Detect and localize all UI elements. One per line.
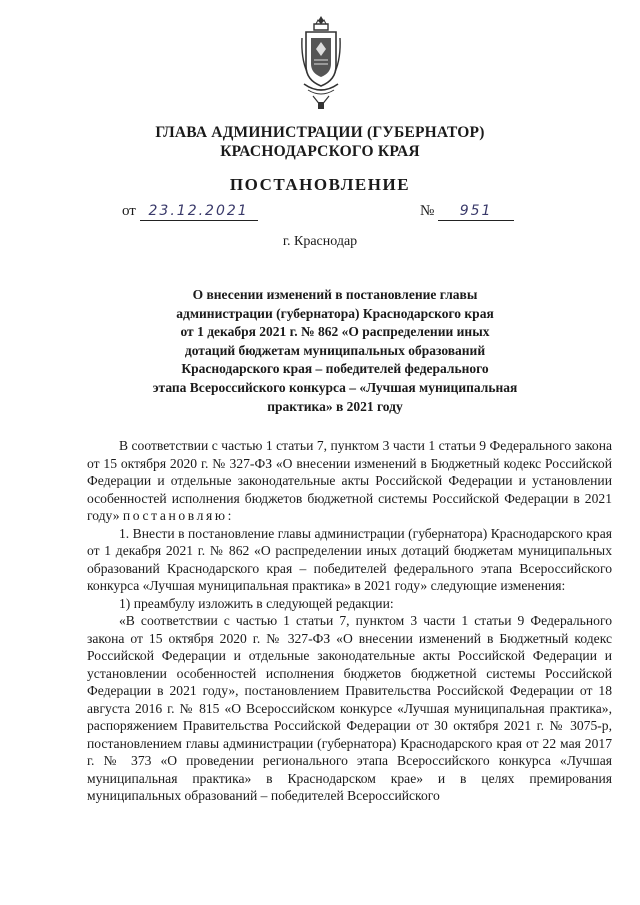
number-underline xyxy=(438,203,514,221)
number-value: 951 xyxy=(459,203,493,219)
subject-line: дотаций бюджетам муниципальных образований xyxy=(184,342,486,358)
subject-line: О внесении изменений в постановление главы xyxy=(192,287,478,302)
authority-name-line-1: ГЛАВА АДМИНИСТРАЦИИ (ГУБЕРНАТОР) xyxy=(155,124,485,141)
subject-line: этапа Всероссийского конкурса – «Лучшая муниципальная xyxy=(152,379,518,395)
authority-name-line-2: КРАСНОДАРСКОГО КРАЯ xyxy=(220,143,420,160)
body-paragraph-subitem-1: 1) преамбулу изложить в следующей редакции: xyxy=(119,595,394,611)
date-field xyxy=(122,203,258,221)
subject-line: администрации (губернатора) Краснодарского края xyxy=(176,305,494,321)
subject-line: Краснодарского края – победителей федерального xyxy=(181,361,489,377)
date-underline xyxy=(140,203,258,221)
date-value: 23.12.2021 xyxy=(148,203,249,219)
date-prefix: от xyxy=(122,203,136,219)
decree-word: постановляю: xyxy=(122,508,234,523)
body-paragraph-preamble xyxy=(87,437,612,525)
number-field xyxy=(420,203,514,221)
city-name: г. Краснодар xyxy=(282,234,358,249)
document-title: ПОСТАНОВЛЕНИЕ xyxy=(229,175,411,194)
number-prefix: № xyxy=(420,203,435,219)
body-paragraph-item-1: 1. Внести в постановление главы администрации (губернатора) Краснодарского края от 1 декабря 2021 г. № 862 «О распределении иных дотаций бюджетам муниципальных образований Краснодарского края – победителей федерального этапа Всероссийского конкурса «Лучшая муниципальная практика» в 2021 году» следующие изменения: xyxy=(87,525,612,593)
coat-of-arms-icon xyxy=(300,14,342,112)
document-subject xyxy=(150,286,520,416)
body-paragraph-new-preamble: «В соответствии с частью 1 статьи 7, пунктом 3 части 1 статьи 9 Федерального закона от 15 октября 2020 г. № 327-ФЗ «О внесении изменений в Бюджетный кодекс Российской Федерации и отдельные законодательные акты Российской Федерации и установлении особенностей исполнения бюджетов бюджетной системы Российской Федерации в 2021 году», постановлением Правительства Российской Федерации от 18 августа 2016 г. № 815 «О Всероссийском конкурсе «Лучшая муниципальная практика», распоряжением Правительства Российской Федерации от 30 октября 2021 г. № 3075-р, постановлением главы администрации (губернатора) Краснодарского края от 22 мая 2017 г. № 373 «О проведении регионального этапа Всероссийского конкурса «Лучшая муниципальная практика» в Краснодарском крае» и в целях премирования муниципальных образований – победителей Всероссийского xyxy=(87,613,612,803)
preamble-text: В соответствии с частью 1 статьи 7, пунктом 3 части 1 статьи 9 Федерального закона от 15 октября 2020 г. № 327-ФЗ «О внесении изменений в Бюджетный кодекс Российской Федерации и отдельные законодательные акты Российской Федерации и установлении особенностей исполнения бюджетов бюджетной системы Российской Федерации в 2021 году» xyxy=(87,438,612,523)
subject-line: практика» в 2021 году xyxy=(267,398,403,414)
subject-line: от 1 декабря 2021 г. № 862 «О распределении иных xyxy=(180,324,490,340)
document-body xyxy=(87,437,612,805)
